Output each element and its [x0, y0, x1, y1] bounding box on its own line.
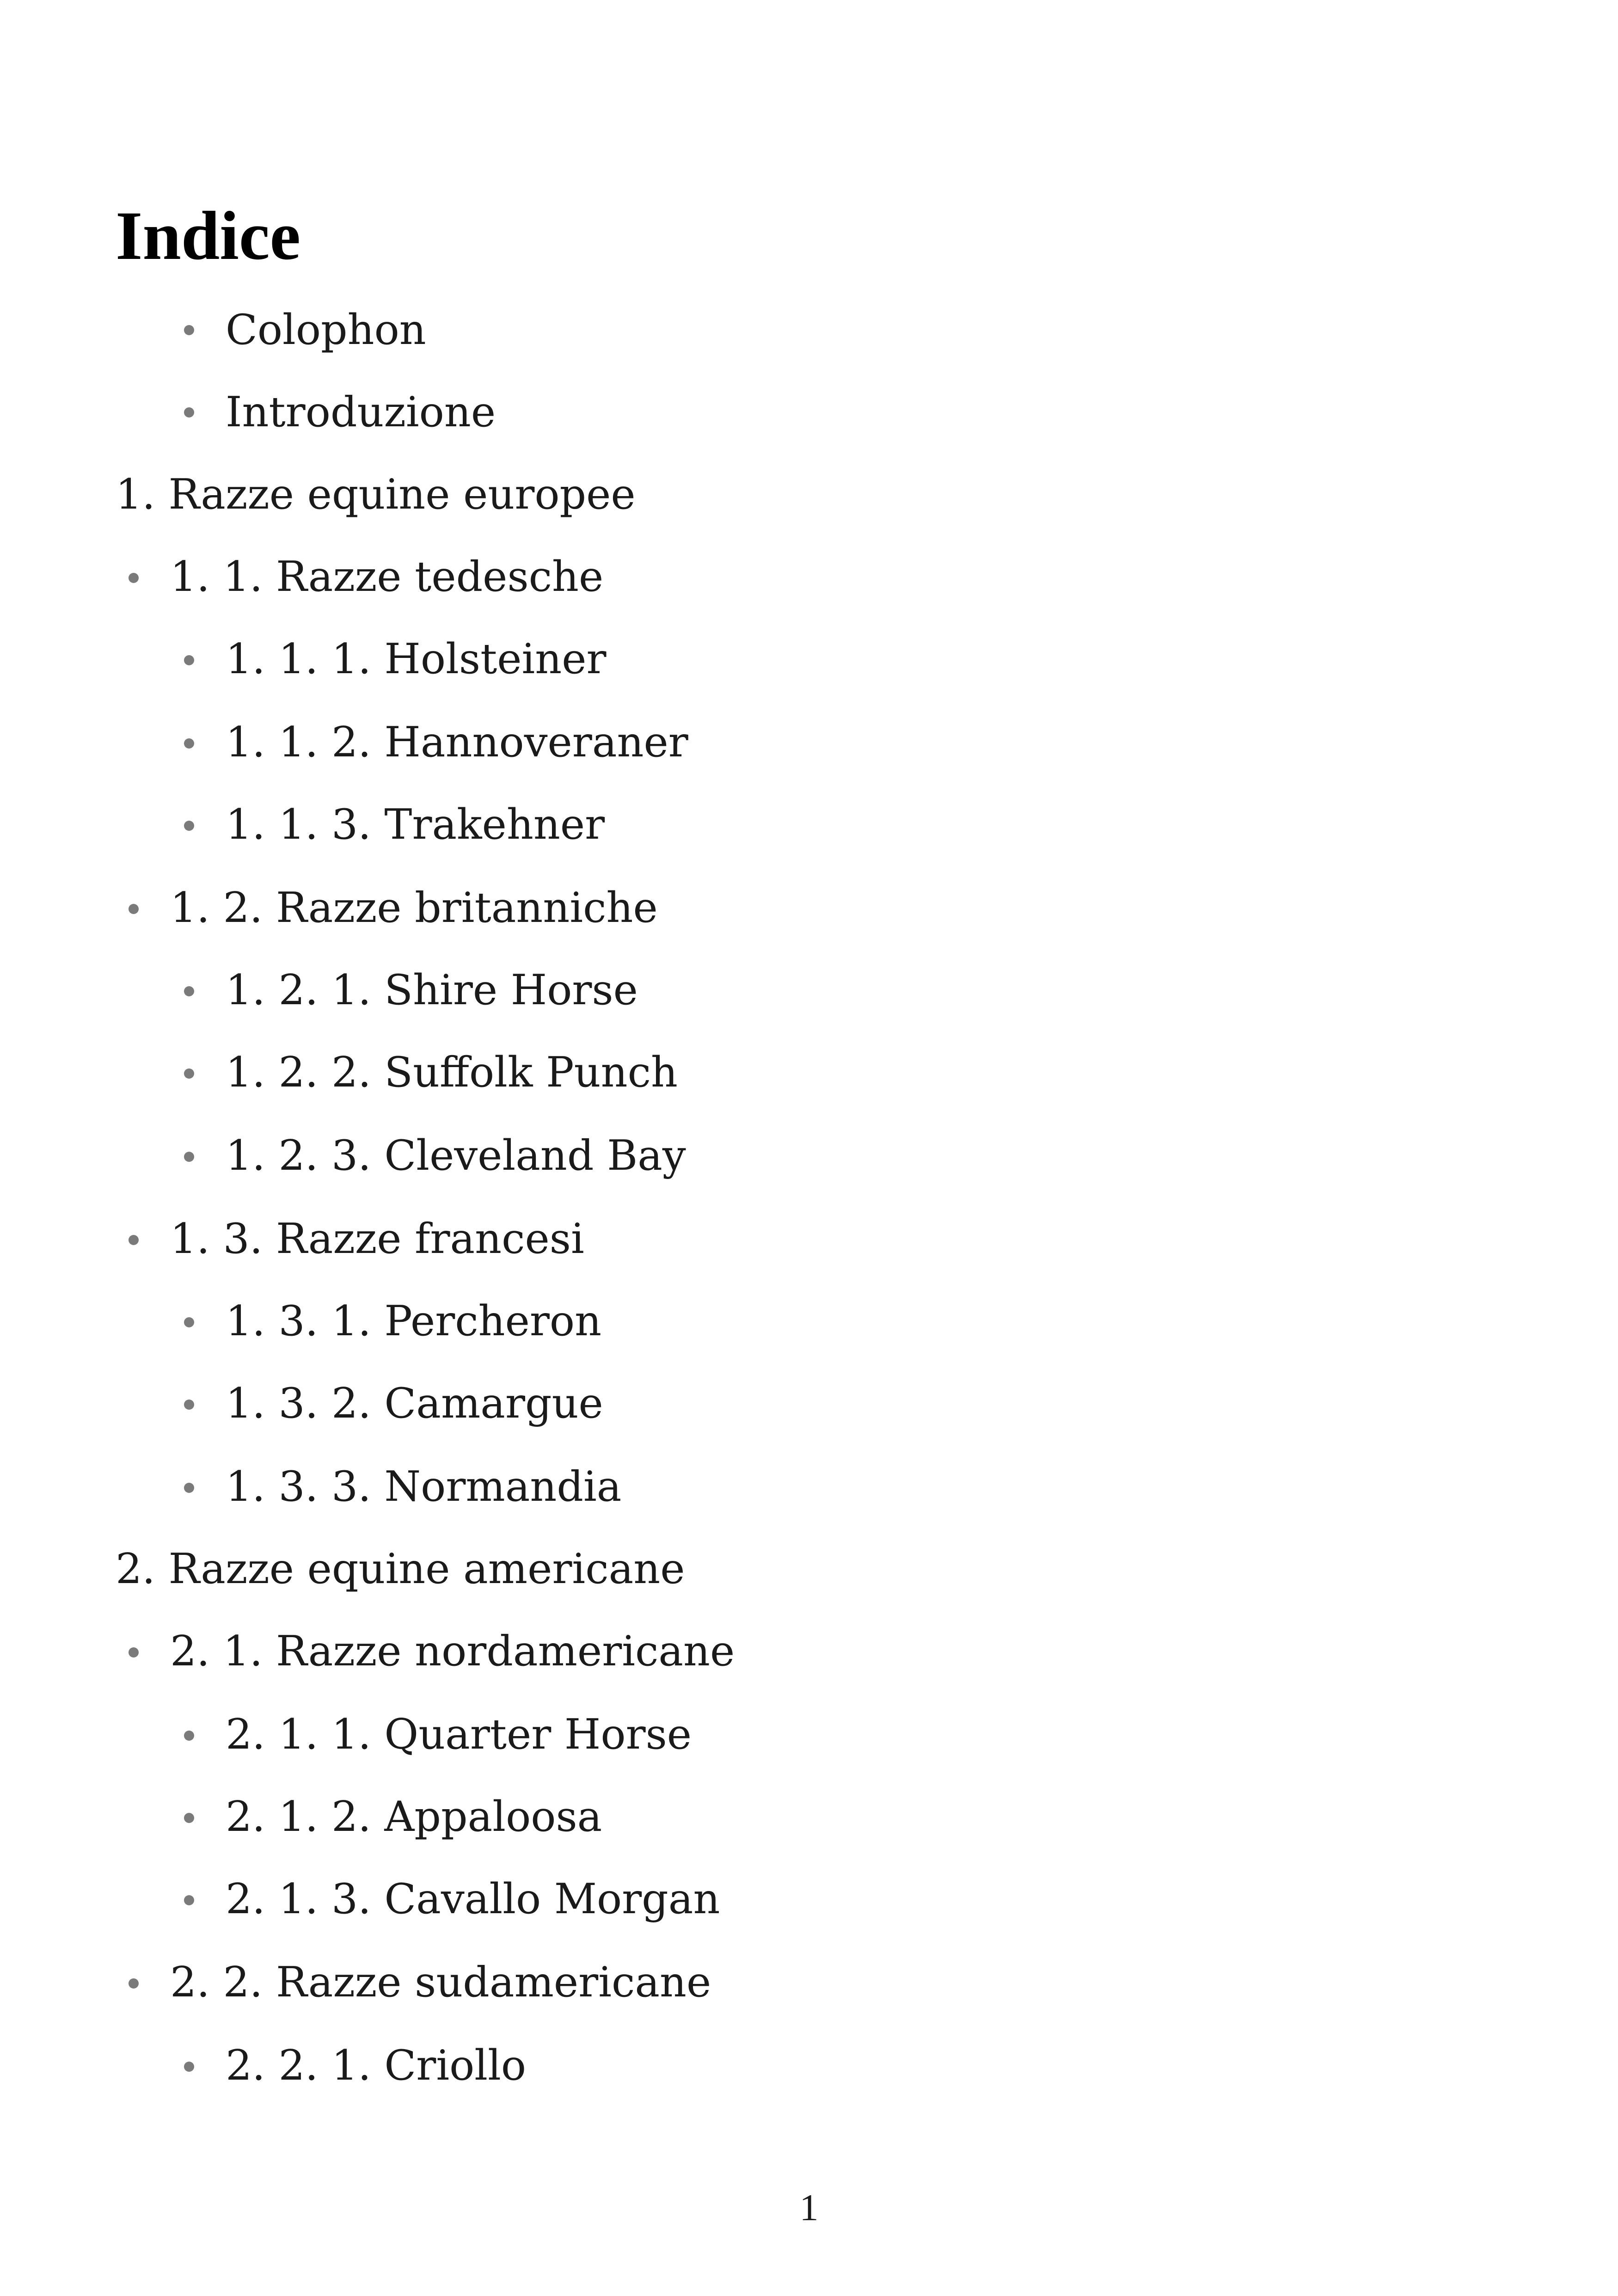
- toc-subsection-1-1-3[interactable]: 1. 1. 3. Trakehner: [226, 800, 605, 849]
- bullet-icon: [184, 2062, 194, 2072]
- toc-section-1-1[interactable]: 1. 1. Razze tedesche: [170, 553, 604, 601]
- toc-entry-introduzione[interactable]: Introduzione: [226, 388, 496, 436]
- bullet-icon: [184, 1483, 194, 1493]
- toc-section-1-3[interactable]: 1. 3. Razze francesi: [170, 1215, 584, 1263]
- toc-chapter-1[interactable]: 1. Razze equine europee: [116, 470, 636, 519]
- page-title: Indice: [116, 197, 301, 274]
- bullet-icon: [184, 1895, 194, 1905]
- bullet-icon: [129, 573, 139, 583]
- bullet-icon: [184, 1731, 194, 1741]
- bullet-icon: [184, 1317, 194, 1327]
- bullet-icon: [184, 655, 194, 665]
- bullet-icon: [184, 738, 194, 749]
- bullet-icon: [184, 1068, 194, 1079]
- bullet-icon: [129, 1978, 139, 1989]
- toc-entry-colophon[interactable]: Colophon: [226, 306, 426, 354]
- toc-subsection-1-3-1[interactable]: 1. 3. 1. Percheron: [226, 1297, 602, 1345]
- toc-subsection-2-2-1[interactable]: 2. 2. 1. Criollo: [226, 2041, 527, 2090]
- bullet-icon: [184, 986, 194, 996]
- toc-subsection-1-2-3[interactable]: 1. 2. 3. Cleveland Bay: [226, 1131, 686, 1180]
- bullet-icon: [129, 1235, 139, 1245]
- bullet-icon: [129, 1647, 139, 1658]
- toc-subsection-1-2-1[interactable]: 1. 2. 1. Shire Horse: [226, 966, 638, 1014]
- toc-subsection-1-1-2[interactable]: 1. 1. 2. Hannoveraner: [226, 718, 688, 767]
- toc-subsection-1-2-2[interactable]: 1. 2. 2. Suffolk Punch: [226, 1048, 678, 1097]
- toc-subsection-2-1-2[interactable]: 2. 1. 2. Appaloosa: [226, 1793, 602, 1841]
- bullet-icon: [129, 904, 139, 914]
- page-number: 1: [799, 2186, 819, 2228]
- bullet-icon: [184, 821, 194, 831]
- toc-subsection-1-3-3[interactable]: 1. 3. 3. Normandia: [226, 1462, 622, 1511]
- toc-subsection-1-3-2[interactable]: 1. 3. 2. Camargue: [226, 1379, 603, 1428]
- toc-section-2-2[interactable]: 2. 2. Razze sudamericane: [170, 1958, 711, 2007]
- toc-section-1-2[interactable]: 1. 2. Razze britanniche: [170, 884, 658, 932]
- toc-subsection-2-1-1[interactable]: 2. 1. 1. Quarter Horse: [226, 1710, 692, 1759]
- toc-chapter-2[interactable]: 2. Razze equine americane: [116, 1545, 685, 1593]
- toc-subsection-1-1-1[interactable]: 1. 1. 1. Holsteiner: [226, 635, 607, 683]
- bullet-icon: [184, 1152, 194, 1162]
- bullet-icon: [184, 1400, 194, 1410]
- toc-section-2-1[interactable]: 2. 1. Razze nordamericane: [170, 1627, 735, 1676]
- bullet-icon: [184, 325, 194, 335]
- bullet-icon: [184, 407, 194, 417]
- bullet-icon: [184, 1813, 194, 1823]
- toc-subsection-2-1-3[interactable]: 2. 1. 3. Cavallo Morgan: [226, 1875, 720, 1923]
